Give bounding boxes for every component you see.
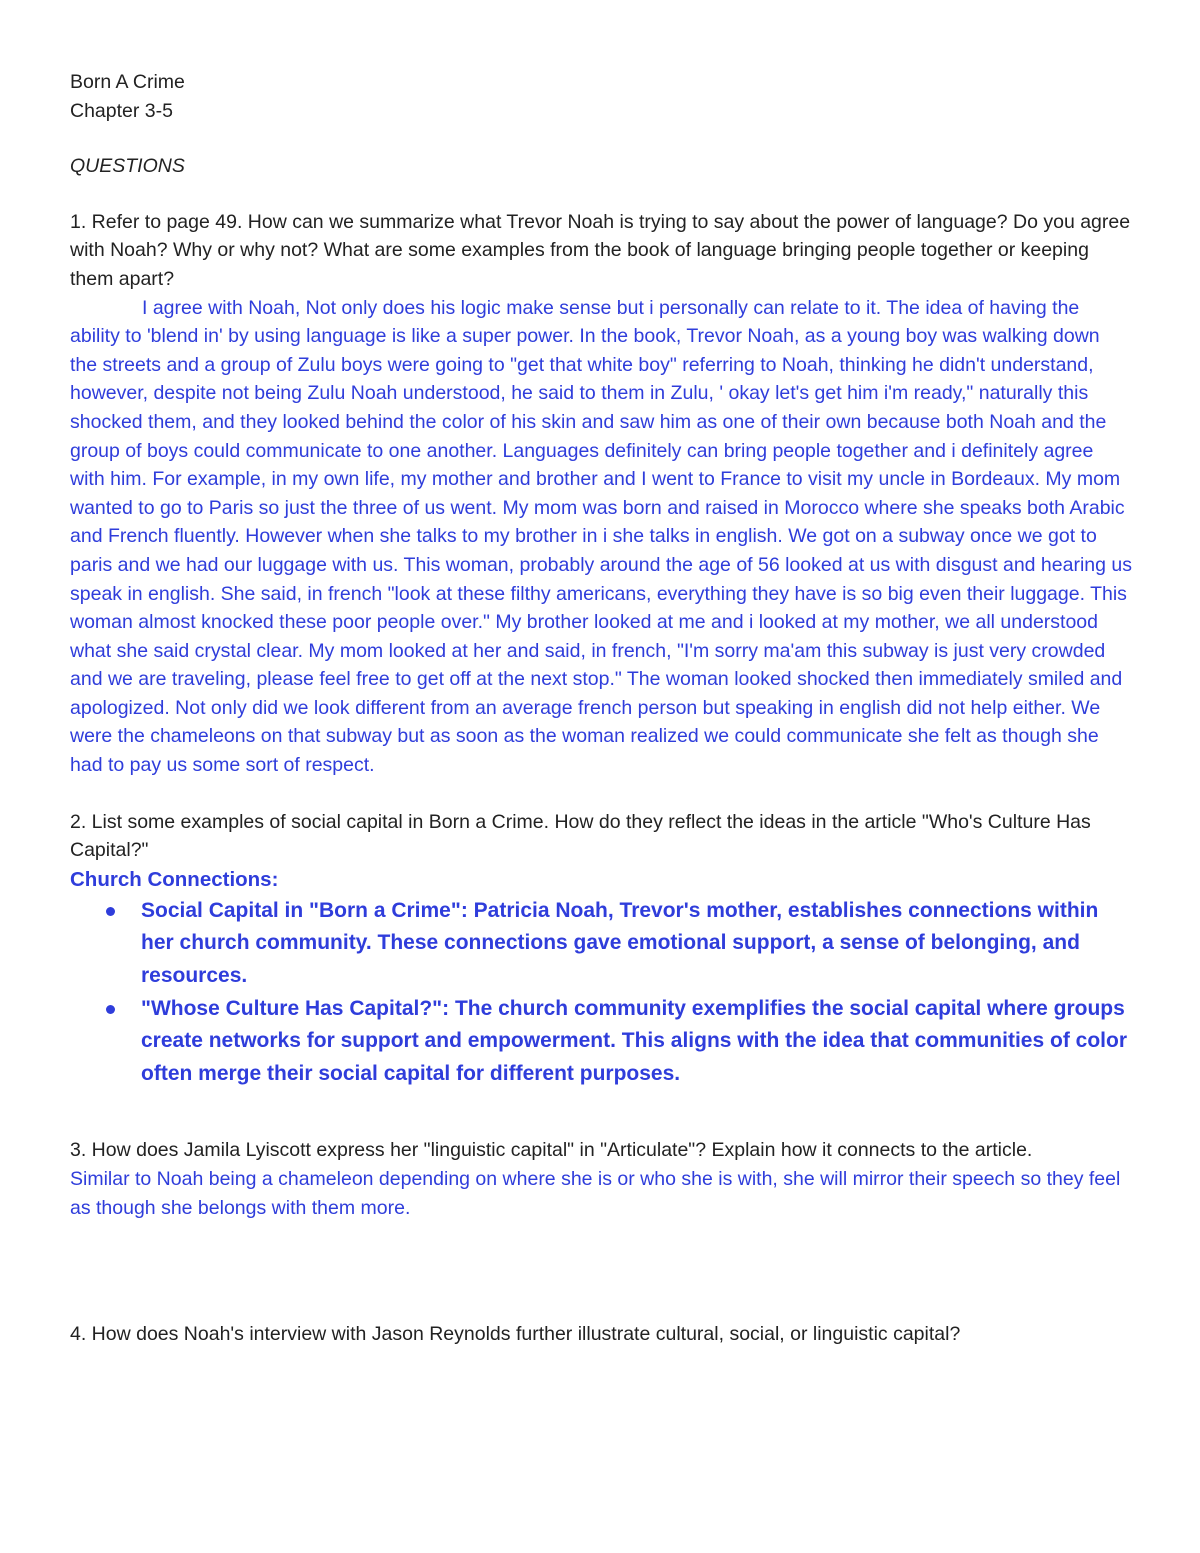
answer-1-text: I agree with Noah, Not only does his logic make sense but i personally can relate to it. The idea of having the ability to 'blend in' by using language is like a super power. In the book, Trevor Noah, as a young boy was walking down the streets and a group of Zulu boys were going to "get that white boy" referring to Noah, thinking he didn't understand, however, despite not being Zulu Noah understood, he said to them in Zulu, ' okay let's get him i'm ready," naturally this shocked them, and they looked behind the color of his skin and saw him as one of their own because both Noah and the group of boys could communicate to one another. Languages definitely can bring people together and i definitely agree with him. For example, in my own life, my mother and brother and I went to France to visit my uncle in Bordeaux. My mom wanted to go to Paris so just the three of us went. My mom was born and raised in Morocco where she speaks both Arabic and French fluently. However when she talks to my brother in i she talks in english. We got on a subway once we got to paris and we had our luggage with us. This woman, probably around the age of 56 looked at us with disgust and hearing us speak in english. She said, in french "look at these filthy americans, everything they have is so big even their luggage. This woman almost knocked these poor people over." My brother looked at me and i looked at my mother, we all understood what she said crystal clear. My mom looked at her and said, in french, "I'm sorry ma'am this subway is just very crowded and we are traveling, please feel free to get off at the next stop." The woman looked shocked then immediately smiled and apologized. Not only did we look different from an average french person but speaking in english did not help either. We were the chameleons on that subway but as soon as the woman realized we could communicate she felt as though she had to pay us some sort of respect. (70, 296, 1132, 777)
document-page (70, 68, 1132, 1349)
chapter-label: Chapter 3-5 (70, 99, 173, 122)
answer-2-bullet-list (70, 895, 1132, 1091)
answer-2-bullet (70, 895, 1132, 993)
question-3: 3. How does Jamila Lyiscott express her "linguistic capital" in "Articulate"? Explain how it connects to the article. (70, 1139, 1033, 1162)
bullet-dot-icon (106, 1005, 115, 1014)
answer-3: Similar to Noah being a chameleon depending on where she is or who she is with, she will mirror their speech so they feel as though she belongs with them more. (70, 1168, 1121, 1219)
answer-2-heading: Church Connections: (70, 867, 279, 891)
answer-2-bullet-text: "Whose Culture Has Capital?": The church community exemplifies the social capital where groups create networks for support and empowerment. This aligns with the idea that communities of color often merge their social capital for different purposes. (141, 996, 1127, 1085)
answer-2-bullet-text: Social Capital in "Born a Crime": Patricia Noah, Trevor's mother, establishes connections within her church community. These connections gave emotional support, a sense of belonging, and resources. (141, 898, 1099, 988)
questions-heading: QUESTIONS (70, 155, 185, 178)
document-title: Born A Crime (70, 71, 185, 93)
bullet-dot-icon (106, 907, 115, 916)
question-2: 2. List some examples of social capital in Born a Crime. How do they reflect the ideas in the article "Who's Culture Has Capital?" (70, 810, 1091, 862)
question-1: 1. Refer to page 49. How can we summarize what Trevor Noah is trying to say about the power of language? Do you agree with Noah? Why or why not? What are some examples from the book of language bringing people together or keeping them apart? (70, 210, 1131, 290)
answer-1 (70, 294, 1132, 780)
answer-2-bullet (70, 993, 1132, 1091)
question-4: 4. How does Noah's interview with Jason Reynolds further illustrate cultural, social, or linguistic capital? (70, 1323, 961, 1346)
